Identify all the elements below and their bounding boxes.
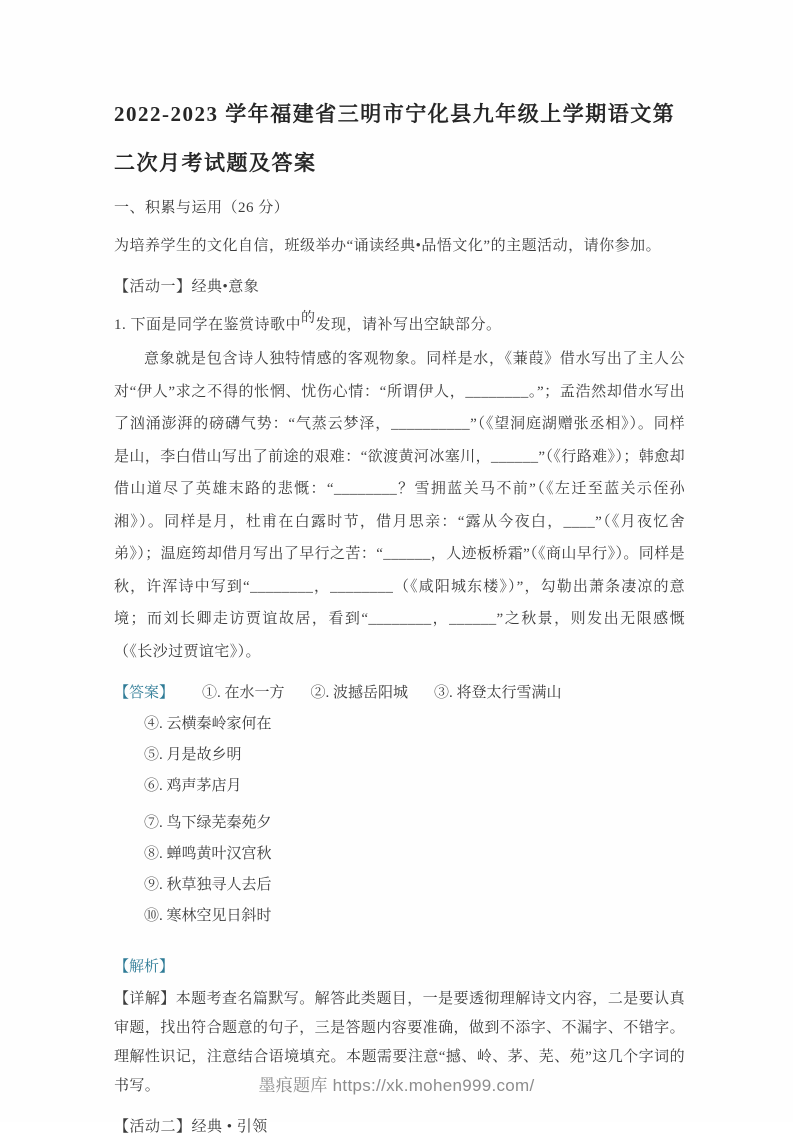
answer-item-5: ⑤. 月是故乡明: [144, 747, 242, 763]
answer-block: [114, 681, 685, 925]
answer-item-6: ⑥. 鸡声茅店月: [144, 778, 242, 794]
question-1-suffix: 发现，请补写出空缺部分。: [315, 317, 502, 333]
section-heading: 一、积累与运用（26 分）: [114, 200, 290, 216]
answer-item-3: ③. 将登太行雪满山: [434, 685, 562, 701]
answer-item-9: ⑨. 秋草独寻人去后: [144, 877, 272, 893]
activity2-heading: 【活动二】经典 • 引领: [114, 1119, 268, 1135]
question-1: [114, 313, 685, 334]
answer-item-4: ④. 云横秦岭家何在: [144, 716, 272, 732]
intro-text: 为培养学生的文化自信，班级举办“诵读经典•品悟文化”的主题活动，请你参加。: [114, 238, 662, 254]
activity1-heading: 【活动一】经典•意象: [114, 279, 260, 295]
answer-item-7: ⑦. 鸟下绿芜秦苑夕: [144, 815, 272, 831]
answer-label: 【答案】: [114, 685, 175, 701]
question-passage: 意象就是包含诗人独特情感的客观物象。同样是水，《蒹葭》借水写出了主人公对“伊人”求之不得的怅惘、忧伤心情：“所谓伊人，________。”；孟浩然却借水写出了汹涌澎湃的磅礴气势：“气蒸云梦泽，__________”（《望洞庭湖赠张丞相》）。同样是山，李白借山写出了前途的艰难：“欲渡黄河冰塞川，______”（《行路难》）；韩愈却借山道尽了英雄末路的悲慨：“________？雪拥蓝关马不前”（《左迁至蓝关示侄孙湘》）。同样是月，杜甫在白露时节，借月思亲：“露从今夜白，____”（《月夜忆舍弟》）；温庭筠却借月写出了早行之苦：“______，人迹板桥霜”（《商山早行》）。同样是秋，许浑诗中写到“________，________（《咸阳城东楼》）”，勾勒出萧条凄凉的意境；而刘长卿走访贾谊故居，看到“________，______”之秋景，则发出无限感慨（《长沙过贾谊宅》）。: [114, 351, 685, 660]
answer-item-8: ⑧. 蝉鸣黄叶汉宫秋: [144, 846, 272, 862]
answer-item-1: ①. 在水一方: [202, 685, 285, 701]
answer-items-list: [114, 716, 685, 925]
answer-item-10: ⑩. 寒林空见日斜时: [144, 908, 272, 924]
detail-explanation-text: 【详解】本题考查名篇默写。解答此类题目，一是要透彻理解诗文内容，二是要认真审题，找出符合题意的句子，三是答题内容要准确，做到不添字、不漏字、不错字。理解性识记，注意结合语境填充。本题需要注意“撼、岭、茅、芜、苑”这几个字词的书写。: [114, 991, 685, 1094]
question-1-superscript: 的: [301, 311, 316, 326]
answer-row-1: [114, 681, 685, 702]
page-title: 2022-2023 学年福建省三明市宁化县九年级上学期语文第二次月考试题及答案: [114, 102, 676, 175]
question-1-prefix: 1. 下面是同学在鉴赏诗歌中: [114, 317, 302, 333]
answer-item-2: ②. 波撼岳阳城: [310, 685, 409, 701]
analysis-label: 【解析】: [114, 959, 175, 975]
site-watermark: 墨痕题库 https://xk.mohen999.com/: [258, 1076, 535, 1095]
